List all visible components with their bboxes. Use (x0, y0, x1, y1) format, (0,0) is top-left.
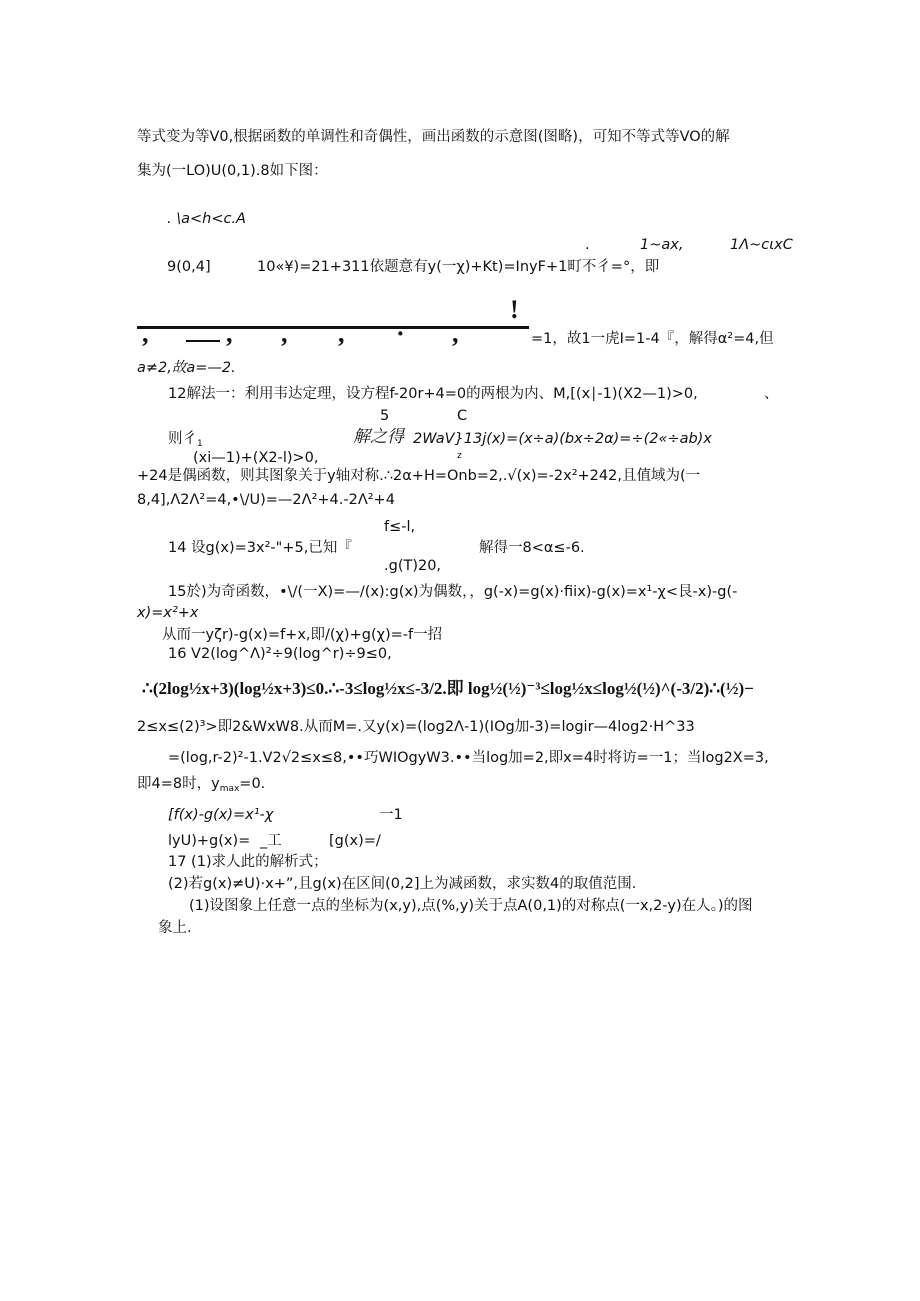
text-fragment: (xi—1)+(X2-l)>0, (193, 450, 319, 466)
text-line: 10«¥)=21+311依题意有y(一χ)+Kt)=InyF+1町不彳=°，即 (257, 259, 660, 275)
text-line: (2)若g(x)≠U)·x+”,且g(x)在区间(0,2]上为减函数，求实数4的取值范围. (168, 876, 637, 892)
math-formula: ∴(2log½x+3)(log½x+3)≤0.∴-3≤log½x≤-3/2.即 log½(½)⁻³≤log½x≤log½(½)^(-3/2)∴(½)− (142, 679, 754, 698)
text-fragment: 9(0,4] (167, 259, 211, 275)
text-fragment: 则彳$_1$ (168, 431, 203, 449)
text-fragment: .g(T)20, (384, 558, 442, 574)
text-line: 2WaV}13j(x)=(x÷a)(bx÷2α)=÷(2«÷ab)x (413, 431, 712, 447)
text-line: 2≤x≤(2)³>即2&WxW8.从而M=.又y(x)=(log2Λ-1)(IOg加-3)=logir—4log2·H^33 (137, 719, 695, 735)
text-fragment: f≤-l, (384, 519, 416, 535)
text-fragment: 5 (380, 408, 390, 424)
fraction-bar (137, 326, 529, 329)
text-line: 16 V2(log^Λ)²÷9(log^r)÷9≤0, (168, 646, 392, 662)
text-line: =1，故1一虎I=1-4『，解得α²=4,但 (531, 331, 774, 347)
text-line: 15於)为奇函数，•\/(一X)=—/(x):g(x)为偶数，，g(-x)=g(x)·fiix)-g(x)=x¹-χ<艮-x)-g(- (168, 584, 738, 600)
text-line: 14 设g(x)=3x²-"+5,已知『 (168, 540, 352, 556)
comma-mark: , (452, 319, 459, 348)
text-fragment: [g(x)=/ (329, 833, 381, 849)
text-line: 即4=8时，$y_{max}=0$. (137, 776, 266, 794)
tick-mark: ! (510, 295, 519, 324)
text-fragment: C (457, 408, 468, 424)
text-line: . \a<h<c.A (167, 211, 246, 227)
comma-mark: , (142, 319, 149, 348)
text-fragment: lyU)+g(x)= (168, 833, 251, 849)
text-fragment: 1Λ~cιxC (730, 237, 793, 253)
text-fragment: [f(x)-g(x)=x¹-χ (168, 807, 274, 823)
text-fragment: _工 (260, 833, 282, 849)
text-fragment: z (457, 451, 462, 461)
underline-mark (186, 340, 220, 342)
text-line: 从而一yζr)-g(x)=f+x,即∕(χ)+g(χ)=-f一招 (162, 627, 443, 643)
comma-mark: , (226, 319, 233, 348)
comma-mark: , (338, 319, 345, 348)
text-fragment: 1~ax, (640, 237, 684, 253)
text-line: +24是偶函数，则其图象关于y轴对称.∴2α+H=Onb=2,.√(x)=-2x²+242,且值域为(一 (137, 468, 701, 484)
text-fragment: . (585, 237, 590, 253)
text-fragment: 解得一8<α≤-6. (479, 540, 585, 556)
text-line: a≠2,故a=—2. (137, 360, 236, 376)
text-line: 等式变为等V0,根据函数的单调性和奇偶性，画出函数的示意图(图略)，可知不等式等VO的解 (137, 129, 730, 145)
dot-mark: · (396, 319, 405, 348)
text-line: 集为(一LO)U(0,1).8如下图： (137, 163, 328, 179)
text-line: x)=x²+x (137, 605, 199, 621)
text-fragment: 、 (764, 386, 779, 402)
text-line: 象上. (158, 920, 192, 936)
text-line: 12解法一：利用韦达定理，设方程f-20r+4=0的两根为内、M,[(x∣-1)(X2—1)>0, (168, 386, 698, 402)
text-line: (1)设图象上任意一点的坐标为(x,y),点(%,y)关于点A(0,1)的对称点(一x,2-y)在人。)的图 (189, 898, 753, 914)
text-fragment: 解之得 (353, 427, 404, 447)
text-line: =(log,r-2)²-1.V2√2≤x≤8,••巧WIOgyW3.••当log加=2,即x=4时将访=一1；当log2X=3, (168, 750, 769, 766)
comma-mark: , (281, 319, 288, 348)
text-fragment: 一1 (379, 807, 403, 823)
text-line: 17 (1)求人此的解析式； (168, 854, 328, 870)
text-line: 8,4],Λ2Λ²=4,•\/U)=—2Λ²+4.-2Λ²+4 (137, 492, 395, 508)
